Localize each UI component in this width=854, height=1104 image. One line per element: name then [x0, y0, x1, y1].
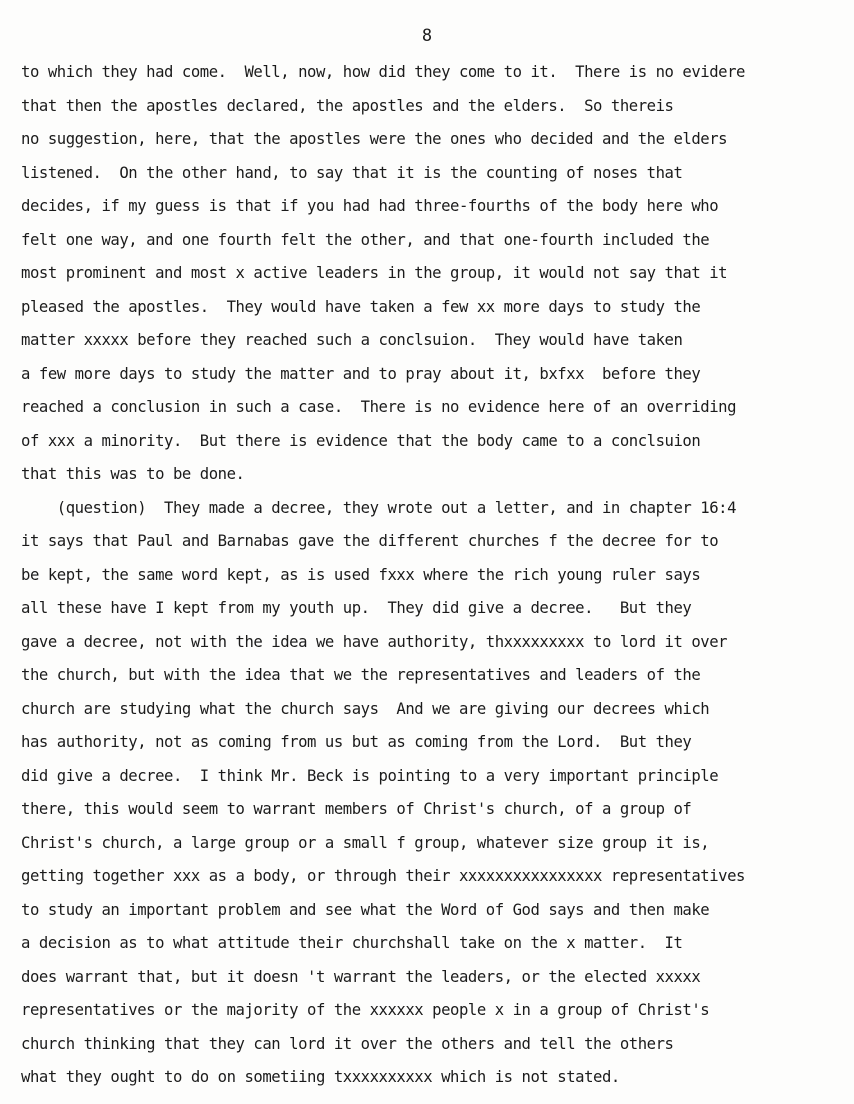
- text-line: decides, if my guess is that if you had had three-fourths of the body here who: [21, 197, 719, 215]
- text-line: gave a decree, not with the idea we have authority, thxxxxxxxxx to lord it over: [21, 632, 728, 651]
- text-line: matter xxxxx before they reached such a conclsuion. They would have taken: [21, 331, 683, 349]
- text-line: that then the apostles declared, the apostles and the elders. So thereis: [21, 96, 674, 115]
- body-text: [21, 60, 851, 1099]
- text-line: be kept, the same word kept, as is used fxxx where the rich young ruler says: [21, 565, 701, 584]
- text-line: felt one way, and one fourth felt the other, and that one-fourth included the: [21, 230, 710, 249]
- text-line: no suggestion, here, that the apostles were the ones who decided and the elders: [21, 130, 728, 148]
- text-line: Christ's church, a large group or a small f group, whatever size group it is,: [21, 833, 710, 852]
- page-number: 8: [421, 26, 433, 46]
- text-line: (question) They made a decree, they wrote out a letter, and in chapter 16:4: [21, 498, 737, 517]
- text-line: a decision as to what attitude their churchshall take on the x matter. It: [21, 934, 683, 952]
- text-line: it says that Paul and Barnabas gave the different churches f the decree for to: [21, 532, 719, 550]
- text-line: pleased the apostles. They would have taken a few xx more days to study the: [21, 297, 701, 316]
- text-line: that this was to be done.: [21, 465, 245, 483]
- text-line: has authority, not as coming from us but as coming from the Lord. But they: [21, 733, 692, 751]
- text-line: did give a decree. I think Mr. Beck is pointing to a very important principle: [21, 766, 719, 785]
- text-line: does warrant that, but it doesn 't warrant the leaders, or the elected xxxxx: [21, 967, 701, 986]
- text-line: church thinking that they can lord it over the others and tell the others: [21, 1034, 674, 1053]
- text-line: the church, but with the idea that we the representatives and leaders of the: [21, 666, 701, 684]
- text-line: all these have I kept from my youth up. They did give a decree. But they: [21, 599, 692, 617]
- text-line: to which they had come. Well, now, how did they come to it. There is no evidere: [21, 63, 745, 81]
- text-line: a few more days to study the matter and to pray about it, bxfxx before they: [21, 364, 701, 383]
- text-line: of xxx a minority. But there is evidence that the body came to a conclsuion: [21, 431, 701, 450]
- text-line: listened. On the other hand, to say that it is the counting of noses that: [21, 163, 683, 182]
- text-line: to study an important problem and see what the Word of God says and then make: [21, 900, 710, 919]
- text-line: most prominent and most x active leaders in the group, it would not say that it: [21, 264, 728, 282]
- text-line: what they ought to do on sometiing txxxxxxxxxx which is not stated.: [21, 1068, 620, 1086]
- text-line: getting together xxx as a body, or through their xxxxxxxxxxxxxxxx representatives: [21, 867, 745, 885]
- text-line: there, this would seem to warrant members of Christ's church, of a group of: [21, 800, 692, 818]
- text-line: representatives or the majority of the xxxxxx people x in a group of Christ's: [21, 1001, 710, 1019]
- text-line: church are studying what the church says And we are giving our decrees which: [21, 699, 710, 718]
- text-line: reached a conclusion in such a case. There is no evidence here of an overriding: [21, 398, 737, 416]
